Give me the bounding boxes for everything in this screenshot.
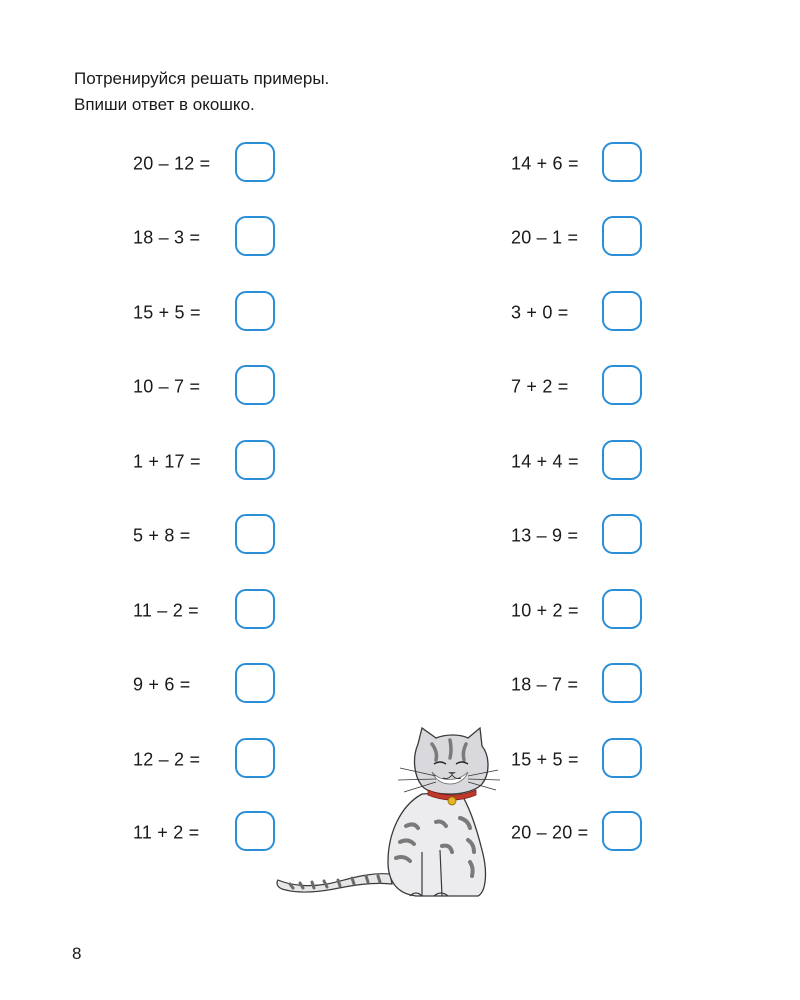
problem-expression: 18 – 7 = xyxy=(511,674,579,695)
answer-box[interactable] xyxy=(602,514,642,554)
instruction-line-1: Потренируйся решать примеры. xyxy=(74,69,330,88)
instructions xyxy=(74,66,329,118)
problem-row xyxy=(133,141,293,187)
problem-expression: 10 + 2 = xyxy=(511,600,579,621)
answer-box[interactable] xyxy=(235,142,275,182)
problem-row xyxy=(511,364,671,410)
answer-box[interactable] xyxy=(602,291,642,331)
problem-expression: 15 + 5 = xyxy=(511,749,579,770)
problem-row xyxy=(511,215,671,261)
problem-row xyxy=(511,662,671,708)
answer-box[interactable] xyxy=(602,365,642,405)
answer-box[interactable] xyxy=(602,663,642,703)
problem-expression: 7 + 2 = xyxy=(511,376,569,397)
problem-expression: 10 – 7 = xyxy=(133,376,201,397)
problem-expression: 11 + 2 = xyxy=(133,822,200,843)
problem-row xyxy=(511,513,671,559)
answer-box[interactable] xyxy=(235,291,275,331)
instruction-line-2: Впиши ответ в окошко. xyxy=(74,95,255,114)
cat-illustration xyxy=(272,722,502,902)
problem-expression: 20 – 12 = xyxy=(133,153,211,174)
problem-expression: 14 + 4 = xyxy=(511,451,579,472)
problem-expression: 15 + 5 = xyxy=(133,302,201,323)
answer-box[interactable] xyxy=(235,365,275,405)
problem-row xyxy=(133,737,293,783)
problem-row xyxy=(133,215,293,261)
problem-row xyxy=(133,290,293,336)
answer-box[interactable] xyxy=(602,738,642,778)
answer-box[interactable] xyxy=(602,216,642,256)
problem-row xyxy=(511,141,671,187)
answer-box[interactable] xyxy=(602,811,642,851)
problem-row xyxy=(511,737,671,783)
answer-box[interactable] xyxy=(235,589,275,629)
problem-expression: 20 – 20 = xyxy=(511,822,589,843)
problem-row xyxy=(133,439,293,485)
problem-expression: 18 – 3 = xyxy=(133,227,201,248)
problem-row xyxy=(511,810,671,856)
cat-tail xyxy=(277,874,392,892)
answer-box[interactable] xyxy=(602,440,642,480)
problem-expression: 3 + 0 = xyxy=(511,302,569,323)
answer-box[interactable] xyxy=(602,589,642,629)
answer-box[interactable] xyxy=(235,663,275,703)
problem-row xyxy=(133,513,293,559)
problem-row xyxy=(511,588,671,634)
answer-box[interactable] xyxy=(235,514,275,554)
problem-expression: 5 + 8 = xyxy=(133,525,191,546)
problem-row xyxy=(133,810,293,856)
problem-expression: 9 + 6 = xyxy=(133,674,191,695)
problem-expression: 11 – 2 = xyxy=(133,600,199,621)
answer-box[interactable] xyxy=(235,738,275,778)
problem-row xyxy=(511,290,671,336)
answer-box[interactable] xyxy=(235,811,275,851)
cat-bell xyxy=(448,797,456,805)
problem-row xyxy=(133,364,293,410)
problem-row xyxy=(511,439,671,485)
problem-row xyxy=(133,662,293,708)
page-number: 8 xyxy=(72,944,82,963)
problem-expression: 20 – 1 = xyxy=(511,227,579,248)
problem-row xyxy=(133,588,293,634)
answer-box[interactable] xyxy=(602,142,642,182)
problem-expression: 12 – 2 = xyxy=(133,749,201,770)
answer-box[interactable] xyxy=(235,440,275,480)
problem-expression: 14 + 6 = xyxy=(511,153,579,174)
problem-expression: 13 – 9 = xyxy=(511,525,579,546)
answer-box[interactable] xyxy=(235,216,275,256)
problem-expression: 1 + 17 = xyxy=(133,451,201,472)
